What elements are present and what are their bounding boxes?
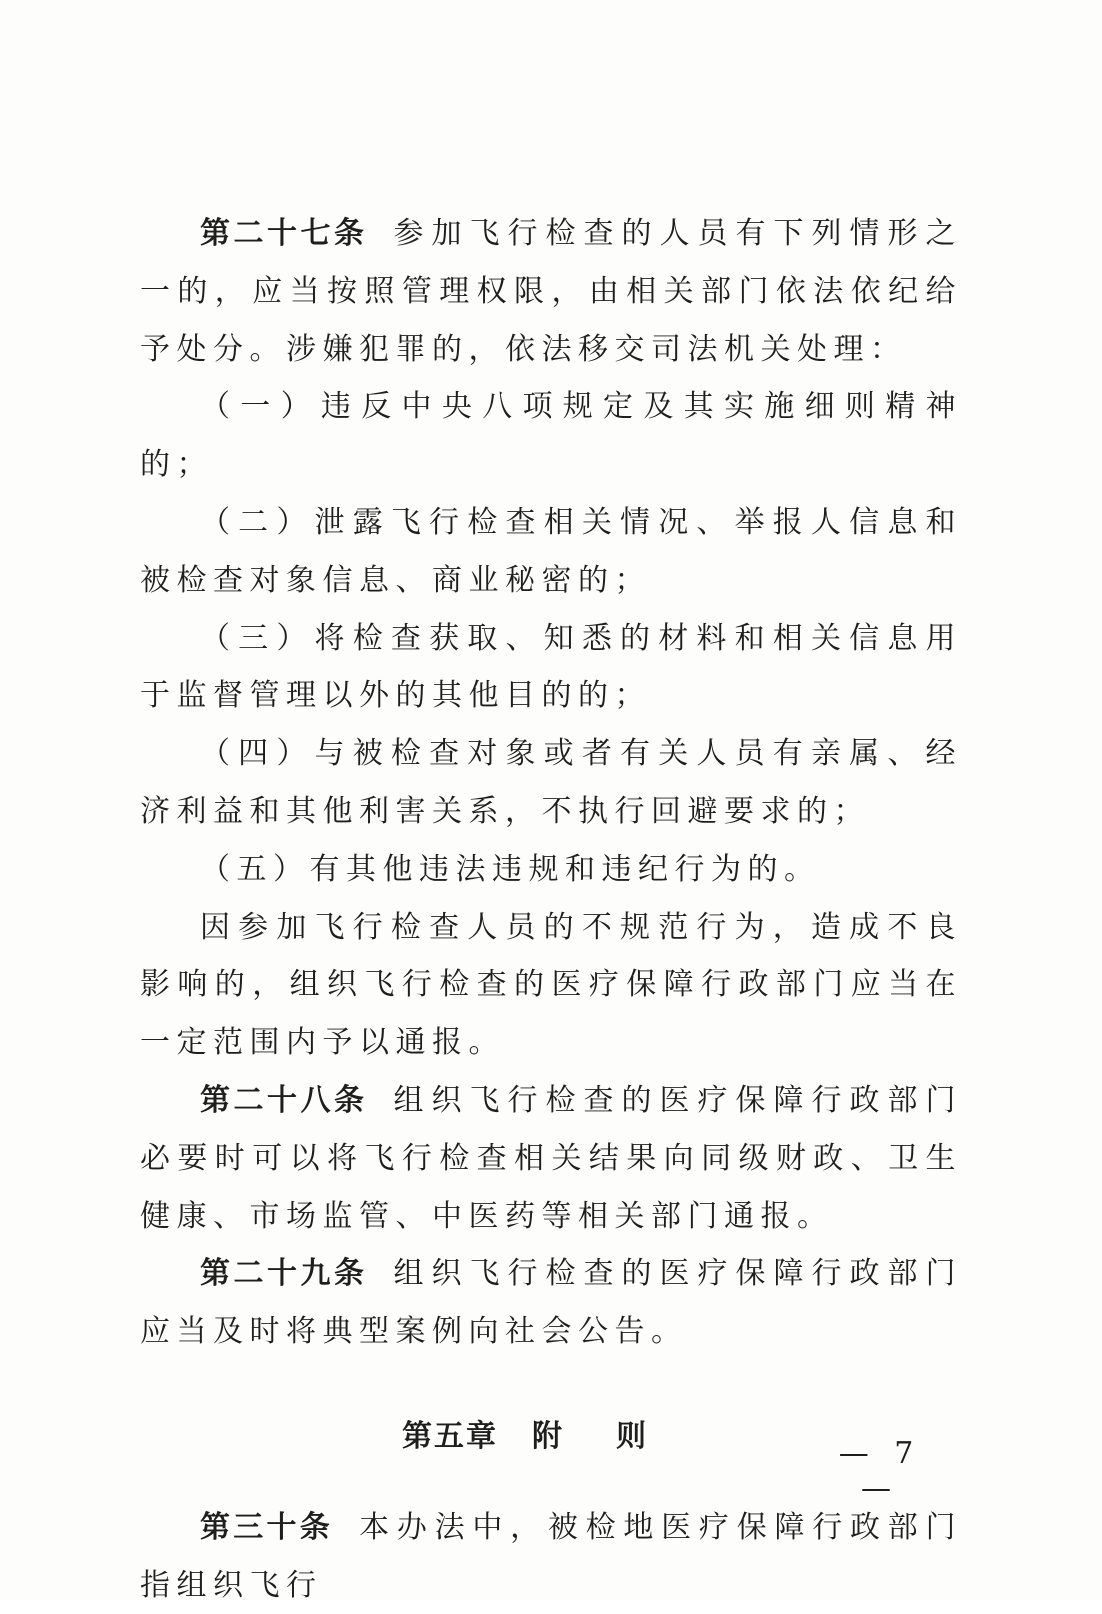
article-28-title: 第二十八条 bbox=[200, 1082, 368, 1118]
article-27-title: 第二十七条 bbox=[200, 216, 368, 251]
article-30-title: 第三十条 bbox=[200, 1509, 334, 1545]
article-29-title: 第二十九条 bbox=[200, 1256, 368, 1292]
document-body bbox=[140, 205, 962, 1614]
article-27-item-4: （四）与被检查对象或者有关人员有亲属、经济利益和其他利害关系，不执行回避要求的； bbox=[140, 736, 962, 829]
article-29 bbox=[140, 1245, 962, 1361]
article-30 bbox=[140, 1499, 962, 1614]
article-28-text: 组织飞行检查的医疗保障行政部门必要时可以将飞行检查相关结果向同级财政、卫生健康、市场监管、中医药等相关部门通报。 bbox=[140, 1082, 962, 1234]
article-30-text: 本办法中，被检地医疗保障行政部门指组织飞行 bbox=[140, 1509, 963, 1603]
article-27-item-2: （二）泄露飞行检查相关情况、举报人信息和被检查对象信息、商业秘密的； bbox=[140, 504, 962, 598]
article-27-item-5: （五）有其他违法违规和违纪行为的。 bbox=[200, 851, 821, 887]
article-27 bbox=[140, 205, 962, 378]
article-27-intro: 参加飞行检查的人员有下列情形之一的，应当按照管理权限，由相关部门依法依纪给予处分。涉嫌犯罪的，依法移交司法机关处理： bbox=[140, 216, 962, 367]
article-27-item-1: （一）违反中央八项规定及其实施细则精神的； bbox=[140, 389, 962, 483]
page-number: — 7 — bbox=[838, 1436, 922, 1506]
chapter-5-name: 附则 bbox=[532, 1418, 700, 1454]
chapter-5-number: 第五章 bbox=[402, 1418, 498, 1454]
article-27-item-3: （三）将检查获取、知悉的材料和相关信息用于监督管理以外的其他目的的； bbox=[140, 620, 962, 714]
article-29-text: 组织飞行检查的医疗保障行政部门应当及时将典型案例向社会公告。 bbox=[140, 1256, 962, 1350]
article-28 bbox=[140, 1072, 962, 1245]
article-27-closing: 因参加飞行检查人员的不规范行为，造成不良影响的，组织飞行检查的医疗保障行政部门应当在一定范围内予以通报。 bbox=[140, 909, 962, 1061]
